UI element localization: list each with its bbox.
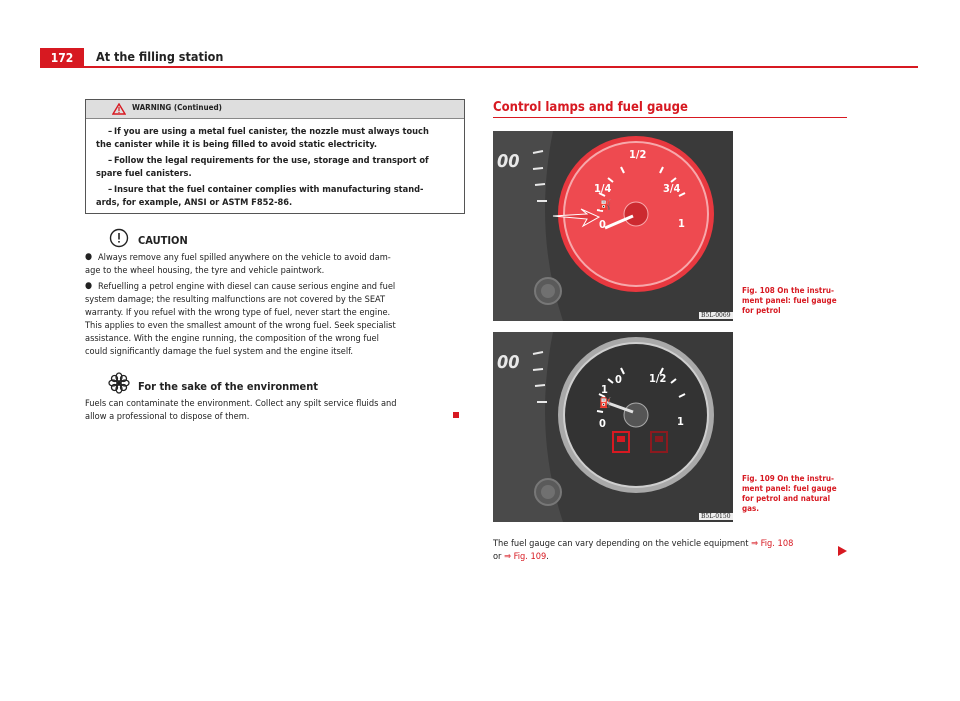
warning-header <box>86 100 464 119</box>
warning-item-cont: spare fuel canisters. <box>96 168 192 179</box>
bullet-icon: ● <box>85 281 93 291</box>
warning-item: – Follow the legal requirements for the use, storage and transport of <box>108 155 429 166</box>
caution-text: could significantly damage the fuel system and the engine itself. <box>85 346 354 357</box>
caution-title: CAUTION <box>138 234 188 247</box>
environment-text: allow a professional to dispose of them. <box>85 411 250 422</box>
gauge-label: 1/2 <box>649 372 667 385</box>
figure-108-link[interactable]: ⇒ Fig. 108 <box>751 538 794 549</box>
section-end-marker <box>453 412 459 418</box>
gauge-label: 1/2 <box>629 148 647 161</box>
fuel-pump-icon: ⛽ <box>599 200 612 211</box>
warning-item-cont: the canister while it is being filled to avoid static electricity. <box>96 139 378 150</box>
fuel-pump-icon: ⛽ <box>599 398 612 409</box>
figure-fuel-gauge-petrol-gas <box>493 332 733 522</box>
warning-triangle-icon <box>112 103 126 115</box>
gauge-label: 0 <box>615 373 622 386</box>
odometer-digits: 00 <box>497 352 520 373</box>
gauge-label: 3/4 <box>663 182 681 195</box>
caution-text: This applies to even the smallest amount of the wrong fuel. Seek specialist <box>85 320 396 331</box>
page-number: 172 <box>40 48 84 68</box>
continue-arrow-icon <box>838 546 847 556</box>
caution-text: Refuelling a petrol engine with diesel can cause serious engine and fuel <box>98 281 396 292</box>
environment-title: For the sake of the environment <box>138 380 319 393</box>
environment-flower-icon <box>108 372 130 394</box>
section-rule <box>493 117 847 118</box>
body-paragraph: The fuel gauge can vary depending on the vehicle equipment ⇒ Fig. 108 or ⇒ Fig. 109. <box>493 538 794 562</box>
page-title: At the filling station <box>96 49 224 64</box>
gauge-label: 1 <box>678 217 685 230</box>
caution-text: system damage; the resulting malfunctions are not covered by the SEAT <box>85 294 386 305</box>
caution-text: age to the wheel housing, the tyre and vehicle paintwork. <box>85 265 325 276</box>
warning-item-cont: ards, for example, ANSI or ASTM F852-86. <box>96 197 293 208</box>
bullet-icon: ● <box>85 252 93 262</box>
figure-fuel-gauge-petrol <box>493 131 733 321</box>
caution-text: Always remove any fuel spilled anywhere on the vehicle to avoid dam- <box>98 252 391 263</box>
odometer-digits: 00 <box>497 151 520 172</box>
image-id: B5L-0069 <box>701 312 731 319</box>
header-rule <box>84 66 918 68</box>
warning-heading: WARNING (Continued) <box>132 103 222 112</box>
caution-text: warranty. If you refuel with the wrong type of fuel, never start the engine. <box>85 307 391 318</box>
warning-item: – Insure that the fuel container complies with manufacturing stand- <box>108 184 424 195</box>
caution-text: assistance. With the engine running, the composition of the wrong fuel <box>85 333 379 344</box>
warning-box <box>85 99 465 214</box>
warning-item: – If you are using a metal fuel canister, the nozzle must always touch <box>108 126 429 137</box>
environment-text: Fuels can contaminate the environment. Collect any spilt service fluids and <box>85 398 397 409</box>
section-title: Control lamps and fuel gauge <box>493 100 688 115</box>
figure-caption: Fig. 109 On the instru- ment panel: fuel gauge for petrol and natural gas. <box>742 474 837 513</box>
gauge-label: 0 <box>599 417 606 430</box>
gauge-label: 1 <box>601 383 608 396</box>
gauge-label: 0 <box>599 218 606 231</box>
gauge-label: 1/4 <box>594 182 612 195</box>
fuel-gauge-petrol-illustration <box>493 131 733 321</box>
figure-109-link[interactable]: ⇒ Fig. 109 <box>504 551 547 562</box>
image-id: B5L-0150 <box>701 513 731 520</box>
caution-icon <box>109 228 129 248</box>
figure-caption: Fig. 108 On the instru- ment panel: fuel gauge for petrol <box>742 286 837 315</box>
gauge-label: 1 <box>677 415 684 428</box>
fuel-gauge-petrol-gas-illustration <box>493 332 733 522</box>
